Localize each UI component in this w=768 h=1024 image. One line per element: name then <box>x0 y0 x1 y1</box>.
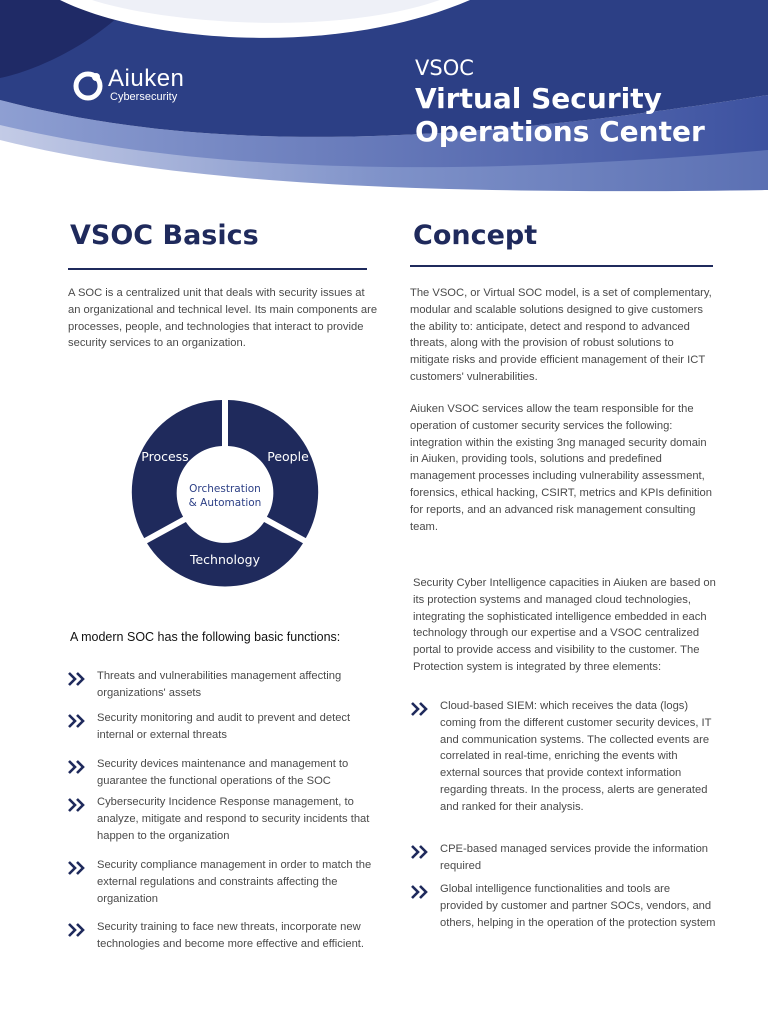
function-text: Security compliance management in order to match the external regulations and constraints affecting the organization <box>97 859 372 905</box>
list-item <box>411 698 716 841</box>
protection-elements-list <box>411 698 716 931</box>
diagram-label-people: People <box>267 449 309 464</box>
list-item <box>68 756 378 794</box>
element-text: CPE-based managed services provide the information required <box>440 843 709 872</box>
double-chevron-icon <box>68 798 86 812</box>
list-item <box>411 841 716 881</box>
header-kicker: VSOC <box>415 56 474 80</box>
double-chevron-icon <box>68 714 86 728</box>
double-chevron-icon <box>411 885 429 899</box>
list-item <box>68 857 378 919</box>
function-text: Security monitoring and audit to prevent and detect internal or external threats <box>97 712 351 741</box>
double-chevron-icon <box>68 760 86 774</box>
list-item <box>68 710 378 756</box>
page-title: Virtual Security Operations Center <box>415 82 705 148</box>
function-text: Cybersecurity Incidence Response management, to analyze, mitigate and respond to security incidents that happen to the organization <box>97 796 370 842</box>
list-item <box>68 668 378 710</box>
double-chevron-icon <box>411 702 429 716</box>
element-text: Global intelligence functionalities and tools are provided by customer and partner SOCs, vendors, and others, helping in the operation of the protection system <box>440 883 716 929</box>
diagram-segment-people <box>228 400 318 538</box>
diagram-label-technology: Technology <box>189 552 261 567</box>
diagram-segment-process <box>132 400 222 538</box>
double-chevron-icon <box>411 845 429 859</box>
logo-tagline: Cybersecurity <box>110 91 178 103</box>
function-text: Security training to face new threats, incorporate new technologies and become more effective and efficient. <box>97 921 365 950</box>
aiuken-logo <box>72 67 184 103</box>
double-chevron-icon <box>68 672 86 686</box>
section-divider-left <box>68 268 367 270</box>
element-text: Cloud-based SIEM: which receives the data (logs) coming from the different customer security devices, IT and communication systems. The collected events are correlated in real-time, enriching the events with external sources that provide context information regarding threats. In the process, alerts are generated and ranked for their analysis. <box>440 700 712 813</box>
concept-paragraph-3: Security Cyber Intelligence capacities in Aiuken are based on its protection systems and managed cloud technologies, integrating the sophisticated intelligence embedded in each technology through our expertise and a VSOC centralized portal to provide access and visibility to the customer. The Protection system is integrated by three elements: <box>413 577 716 673</box>
double-chevron-icon <box>68 861 86 875</box>
section-title-concept: Concept <box>413 220 538 251</box>
concept-paragraph-1: The VSOC, or Virtual SOC model, is a set of complementary, modular and scalable solutions designed to give customers the ability to: anticipate, detect and respond to advanced threats, along with the provision of robust solutions to mitigate risks and provide efficient management of their ICT customers' vulnerabilities. <box>410 287 712 383</box>
functions-heading: A modern SOC has the following basic functions: <box>70 630 341 644</box>
functions-list <box>68 668 378 953</box>
section-title-vsoc-basics: VSOC Basics <box>70 220 259 251</box>
soc-components-diagram <box>118 392 332 592</box>
function-text: Threats and vulnerabilities management affecting organizations' assets <box>97 670 342 699</box>
list-item <box>68 794 378 857</box>
list-item <box>411 881 716 931</box>
concept-paragraph-2: Aiuken VSOC services allow the team responsible for the operation of customer security services the following: integration within the existing 3ng managed security domain in Aiuken, providing tools, solutions and predefined management processes including vulnerability assessment, forensics, ethical hacking, CSIRT, metrics and KPIs definition for reports, and an advanced risk management consulting team. <box>410 403 712 533</box>
section-divider-right <box>410 265 713 267</box>
double-chevron-icon <box>68 923 86 937</box>
diagram-center-line2: & Automation <box>188 497 262 509</box>
logo-mark-icon <box>72 69 104 101</box>
function-text: Security devices maintenance and management to guarantee the functional operations of the SOC <box>97 758 349 787</box>
list-item <box>68 919 378 953</box>
logo-name: Aiuken <box>108 65 185 92</box>
diagram-center-line1: Orchestration <box>189 483 261 495</box>
diagram-label-process: Process <box>141 449 189 464</box>
intro-paragraph: A SOC is a centralized unit that deals with security issues at an organizational and technical level. Its main components are processes, people, and technologies that interact to provide security services to an organization. <box>68 287 378 350</box>
